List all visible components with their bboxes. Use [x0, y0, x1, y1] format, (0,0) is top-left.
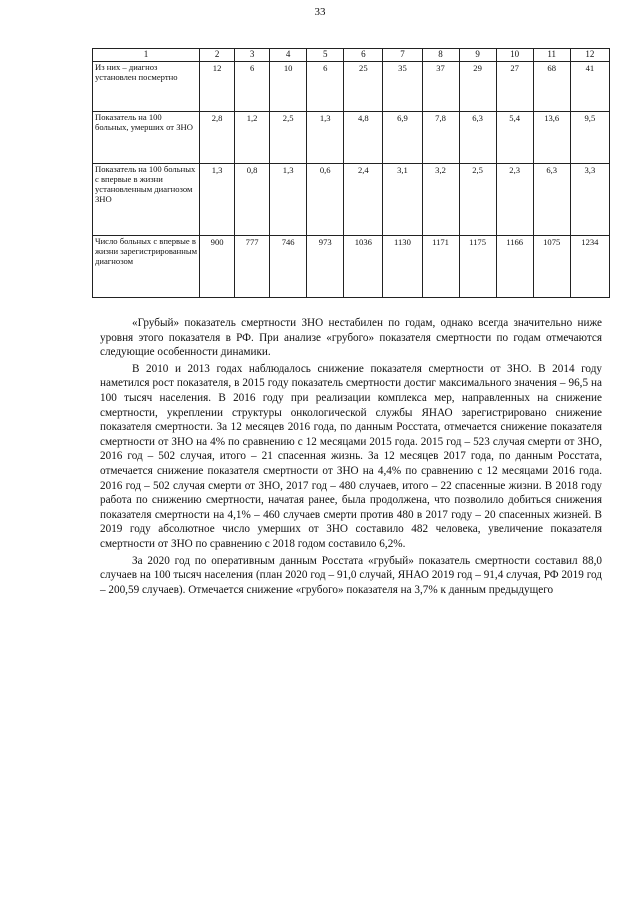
table-cell: 6	[235, 62, 270, 112]
table-cell: 5,4	[496, 112, 533, 164]
row-label: Число больных с впервые в жизни зарегистрированным диагнозом	[93, 236, 200, 298]
table-cell: 29	[459, 62, 496, 112]
table-cell: 2,4	[344, 164, 383, 236]
column-header: 9	[459, 49, 496, 62]
column-header: 8	[422, 49, 459, 62]
paragraph: За 2020 год по оперативным данным Росстата «грубый» показатель смертности составил 88,0 случаев на 100 тысяч населения (план 2020 год – 91,0 случай, ЯНАО 2019 год – 91,4 случая, РФ 2019 год – 200,59 случаев). Отмечается снижение «грубого» показателя на 3,7% к данным предыдущего	[100, 554, 602, 596]
page-number: 33	[314, 6, 326, 18]
body-text	[100, 316, 602, 597]
table-header	[93, 49, 610, 62]
statistics-table	[92, 48, 610, 298]
table-cell: 12	[200, 62, 235, 112]
table-cell: 2,3	[496, 164, 533, 236]
column-header: 5	[307, 49, 344, 62]
row-label: Показатель на 100 больных, умерших от ЗНО	[93, 112, 200, 164]
table-cell: 1,3	[200, 164, 235, 236]
row-label: Из них – диагноз установлен посмертно	[93, 62, 200, 112]
table-cell: 37	[422, 62, 459, 112]
column-header: 4	[270, 49, 307, 62]
table-cell: 6	[307, 62, 344, 112]
table-row	[93, 164, 610, 236]
table-cell: 13,6	[533, 112, 570, 164]
table-cell: 68	[533, 62, 570, 112]
column-header: 2	[200, 49, 235, 62]
column-header: 7	[383, 49, 422, 62]
table-cell: 6,9	[383, 112, 422, 164]
table-cell: 27	[496, 62, 533, 112]
column-header: 11	[533, 49, 570, 62]
table-cell: 3,1	[383, 164, 422, 236]
table-cell: 1,3	[270, 164, 307, 236]
table-cell: 1036	[344, 236, 383, 298]
table-cell: 2,5	[270, 112, 307, 164]
column-header: 3	[235, 49, 270, 62]
column-header: 6	[344, 49, 383, 62]
table-cell: 6,3	[533, 164, 570, 236]
table-cell: 2,5	[459, 164, 496, 236]
column-header: 1	[93, 49, 200, 62]
table-cell: 973	[307, 236, 344, 298]
table-cell: 4,8	[344, 112, 383, 164]
table-cell: 1166	[496, 236, 533, 298]
table-cell: 2,8	[200, 112, 235, 164]
header-row	[93, 49, 610, 62]
table-cell: 7,8	[422, 112, 459, 164]
table-cell: 1171	[422, 236, 459, 298]
paragraph: «Грубый» показатель смертности ЗНО нестабилен по годам, однако всегда значительно ниже уровня этого показателя в РФ. При анализе «грубого» показателя смертности по годам отмечаются следующие особенности динамики.	[100, 317, 602, 359]
row-label: Показатель на 100 больных с впервые в жизни установленным диагнозом ЗНО	[93, 164, 200, 236]
table-cell: 1130	[383, 236, 422, 298]
table-cell: 35	[383, 62, 422, 112]
table-cell: 6,3	[459, 112, 496, 164]
table-cell: 777	[235, 236, 270, 298]
table-cell: 3,3	[570, 164, 609, 236]
table-cell: 3,2	[422, 164, 459, 236]
table-cell: 900	[200, 236, 235, 298]
table-cell: 746	[270, 236, 307, 298]
table-cell: 1234	[570, 236, 609, 298]
table-cell: 0,6	[307, 164, 344, 236]
table-cell: 0,8	[235, 164, 270, 236]
table-cell: 10	[270, 62, 307, 112]
column-header: 12	[570, 49, 609, 62]
table-cell: 1175	[459, 236, 496, 298]
table-row	[93, 236, 610, 298]
table-cell: 1075	[533, 236, 570, 298]
table-cell: 1,3	[307, 112, 344, 164]
table-cell: 41	[570, 62, 609, 112]
table-row	[93, 62, 610, 112]
table-cell: 1,2	[235, 112, 270, 164]
table-cell: 25	[344, 62, 383, 112]
paragraph: В 2010 и 2013 годах наблюдалось снижение показателя смертности от ЗНО. В 2014 году наметился рост показателя, в 2015 году показатель смертности достиг максимального значения – 96,5 на 100 тысяч населения. В 2016 году при реализации комплекса мер, направленных на снижение смертности, укреплении структуры онкологической службы ЯНАО зарегистрировано снижение показателя смертности. За 12 месяцев 2016 года, по данным Росстата, отмечается снижение показателя смертности от ЗНО на 4% по сравнению с 12 месяцами 2015 года. 2015 год – 523 случая смерти от ЗНО, 2016 год – 502 случая, итого – 21 спасенная жизнь. За 12 месяцев 2017 года, по данным Росстата, отмечается снижение показателя смертности от ЗНО на 4,4% по сравнению с 12 месяцами 2016 года. 2016 год – 502 случая смерти от ЗНО, 2017 год – 480 случаев, итого – 22 спасенные жизни. В 2018 году работа по снижению смертности, начатая ранее, была продолжена, что позволило добиться снижения показателя смертности на 4,1% – 460 случаев смерти против 480 в 2017 году – 20 спасенных жизней. В 2019 году абсолютное число умерших от ЗНО составило 482 человека, увеличение показателя смертности от ЗНО по сравнению с 2018 годом составило 6,2%.	[100, 362, 602, 550]
table-cell: 9,5	[570, 112, 609, 164]
column-header: 10	[496, 49, 533, 62]
table-row	[93, 112, 610, 164]
